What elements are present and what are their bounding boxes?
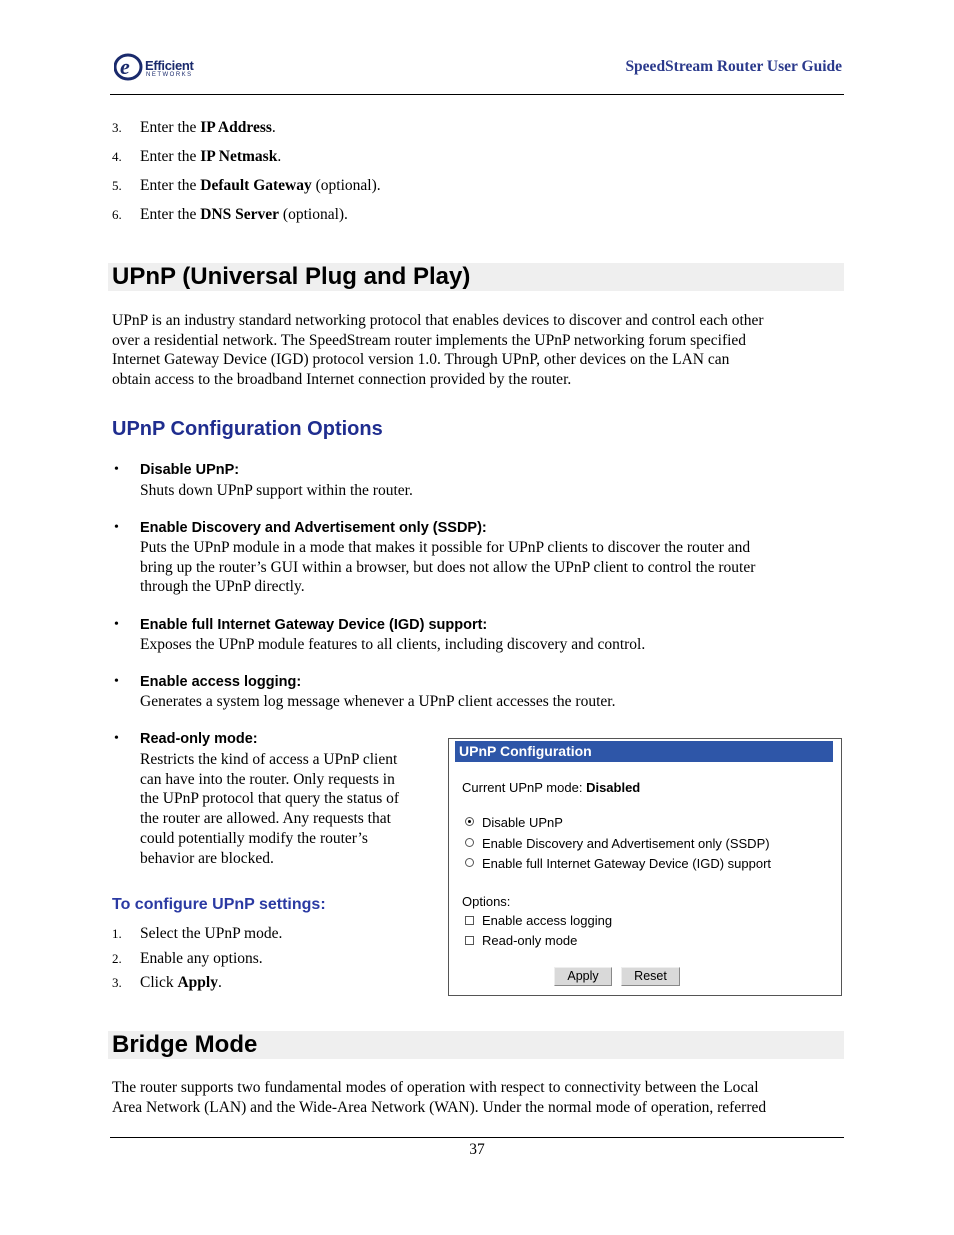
bullet-title: Enable access logging: [140,674,302,690]
subheading-config-options: UPnP Configuration Options [112,418,383,440]
procedure-step: 1. Select the UPnP mode. [112,925,283,942]
logo-wordmark: Efficient [145,58,194,73]
bullet-icon: • [114,462,119,477]
checkbox-label: Read-only mode [482,933,578,948]
svg-text:e: e [120,54,130,79]
checkbox-access-logging[interactable] [465,916,474,925]
upnp-intro: UPnP is an industry standard networking protocol that enables devices to discover and control each other over a residential network. The SpeedStream router implements the UPnP networking forum specified Internet Gateway Device (IGD) protocol version 1.0. Through UPnP, other devices on the LAN can obtain access to the broadband Internet connection provided by the router. [112,312,764,389]
bullet-icon: • [114,731,119,746]
reset-button[interactable]: Reset [621,967,680,986]
section-heading-bridge: Bridge Mode [112,1031,258,1058]
bullet-icon: • [114,674,119,689]
radio-enable-ssdp[interactable] [465,838,474,847]
current-mode-label: Current UPnP mode: Disabled [462,780,641,795]
step-item: 5. Enter the Default Gateway (optional). [112,177,381,194]
radio-enable-igd[interactable] [465,858,474,867]
bullet-body: Shuts down UPnP support within the router. [140,482,413,499]
bullet-body: Generates a system log message whenever a UPnP client accesses the router. [140,693,616,710]
page-number: 37 [469,1141,485,1158]
checkbox-label: Enable access logging [482,913,613,928]
radio-disable-upnp[interactable] [465,817,474,826]
procedure-heading: To configure UPnP settings: [112,896,326,913]
bullet-icon: • [114,520,119,535]
bullet-icon: • [114,617,119,632]
options-label: Options: [462,894,511,909]
bullet-body: Puts the UPnP module in a mode that makes it possible for UPnP clients to discover the router and bring up the router’s GUI within a browser, but does not allow the UPnP client to control the router through the UPnP directly. [140,539,756,596]
upnp-config-panel [448,738,842,996]
step-item: 4. Enter the IP Netmask. [112,148,282,165]
header-title: SpeedStream Router User Guide [625,58,842,75]
bullet-title: Enable Discovery and Advertisement only (SSDP): [140,520,487,536]
logo-e-icon [114,53,144,81]
footer-rule [110,1137,844,1138]
procedure-step: 2. Enable any options. [112,950,263,967]
step-item: 3. Enter the IP Address. [112,119,276,136]
procedure-step: 3. Click Apply. [112,974,222,991]
bullet-title: Read-only mode: [140,731,258,747]
apply-button[interactable]: Apply [554,967,612,986]
checkbox-read-only[interactable] [465,936,474,945]
radio-label: Disable UPnP [482,815,563,830]
header-rule [110,94,844,95]
bullet-body: Exposes the UPnP module features to all clients, including discovery and control. [140,636,646,653]
bullet-body: Restricts the kind of access a UPnP client can have into the router. Only requests in the UPnP protocol that query the status of the router are allowed. Any requests that could potentially modify the router’s behavior are blocked. [140,751,400,867]
bullet-title: Disable UPnP: [140,462,240,478]
logo-subtext: NETWORKS [146,72,193,78]
step-item: 6. Enter the DNS Server (optional). [112,206,348,223]
bullet-title: Enable full Internet Gateway Device (IGD) support: [140,617,488,633]
bridge-intro: The router supports two fundamental modes of operation with respect to connectivity between the Local Area Network (LAN) and the Wide-Area Network (WAN). Under the normal mode of operation, referred [112,1079,767,1116]
section-heading-upnp: UPnP (Universal Plug and Play) [112,263,471,290]
efficient-networks-logo [114,53,206,83]
panel-title: UPnP Configuration [455,741,833,762]
radio-label: Enable full Internet Gateway Device (IGD) support [482,856,772,871]
radio-label: Enable Discovery and Advertisement only (SSDP) [482,836,770,851]
